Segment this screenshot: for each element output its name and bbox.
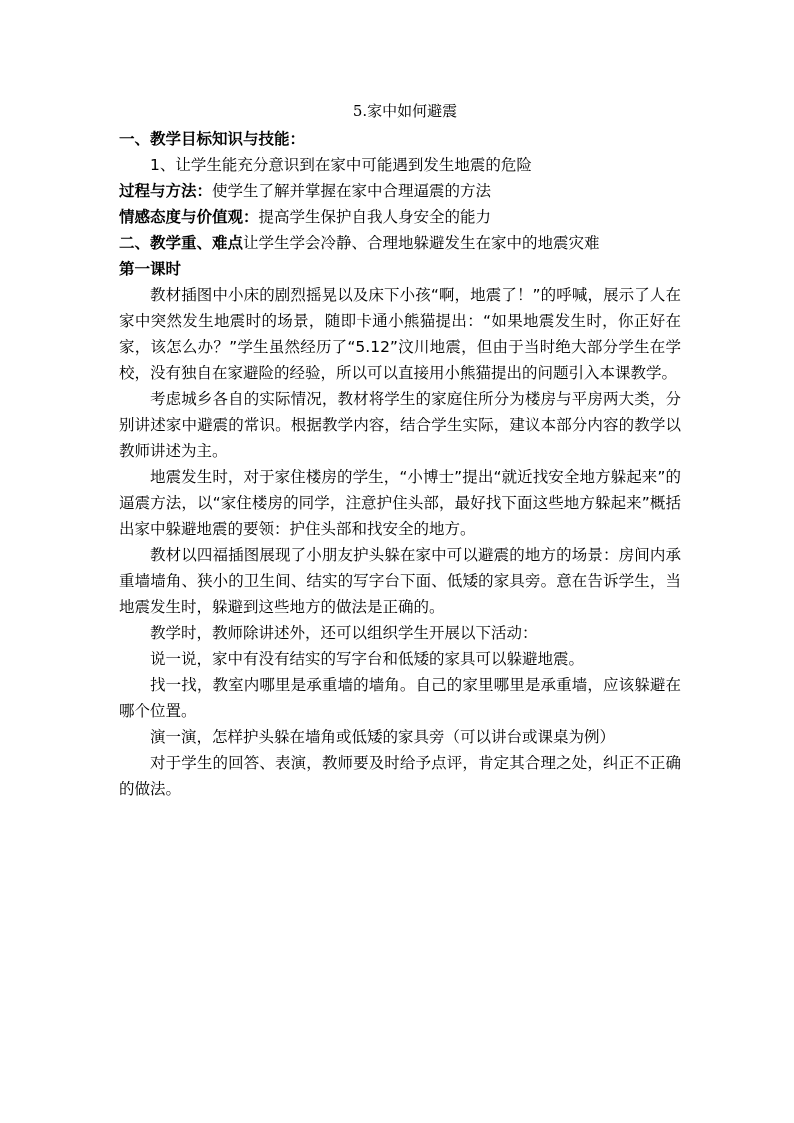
body-paragraph-8: 演一演，怎样护头躲在墙角或低矮的家具旁（可以讲台或课桌为例） (150, 728, 616, 746)
objective-item-1: 1、让学生能充分意识到在家中可能遇到发生地震的危险 (150, 156, 532, 174)
process-label: 过程与方法： (119, 182, 213, 200)
body-paragraph-6: 说一说，家中有没有结实的写字台和低矮的家具可以躲避地震。 (150, 650, 585, 668)
lesson-heading: 第一课时 (119, 260, 182, 278)
emotion-label: 情感态度与价值观： (119, 208, 259, 226)
document-page (119, 100, 681, 802)
process-text: 使学生了解并掌握在家中合理逼震的方法 (212, 182, 492, 200)
body-paragraph-2: 考虑城乡各自的实际情况，教材将学生的家庭住所分为楼房与平房两大类，分别讲述家中避震的常识。根据教学内容，结合学生实际，建议本部分内容的教学以教师讲述为主。 (119, 390, 681, 460)
section2-label: 二、教学重、难点 (119, 234, 244, 252)
emotion-line (119, 204, 681, 230)
body-paragraph-5: 教学时，教师除讲述外，还可以组织学生开展以下活动： (150, 624, 538, 642)
body-paragraph-3: 地震发生时，对于家住楼房的学生，“小博士”提出“就近找安全地方躲起来”的逼震方法，以“家住楼房的同学，注意护住头部，最好找下面这些地方躲起来”概括出家中躲避地震的要领：护住头部和找安全的地方。 (119, 468, 681, 538)
process-line (119, 178, 681, 204)
section2-text: 让学生学会冷静、合理地躲避发生在家中的地震灾难 (243, 234, 600, 252)
body-paragraph-4: 教材以四福插图展现了小朋友护头躲在家中可以避震的地方的场景：房间内承重墙墙角、狭小的卫生间、结实的写字台下面、低矮的家具旁。意在告诉学生，当地震发生时，躲避到这些地方的做法是正确的。 (119, 546, 681, 616)
section1-heading: 一、教学目标知识与技能： (119, 130, 306, 148)
body-paragraph-9: 对于学生的回答、表演，教师要及时给予点评，肯定其合理之处，纠正不正确的做法。 (119, 754, 681, 798)
body-paragraph-1: 教材插图中小床的剧烈摇晃以及床下小孩“啊，地震了！”的呼喊，展示了人在家中突然发生地震时的场景，随即卡通小熊猫提出：“如果地震发生时，你正好在家，该怎么办？”学生虽然经历了“5.12”汶川地震，但由于当时绝大部分学生在学校，没有独自在家避险的经验，所以可以直接用小熊猫提出的问题引入本课教学。 (119, 286, 681, 382)
document-title: 5.家中如何避震 (352, 102, 458, 120)
section2-line (119, 230, 681, 256)
body-paragraph-7: 找一找，教室内哪里是承重墙的墙角。自己的家里哪里是承重墙，应该躲避在哪个位置。 (119, 676, 681, 720)
emotion-text: 提高学生保护自我人身安全的能力 (258, 208, 492, 226)
